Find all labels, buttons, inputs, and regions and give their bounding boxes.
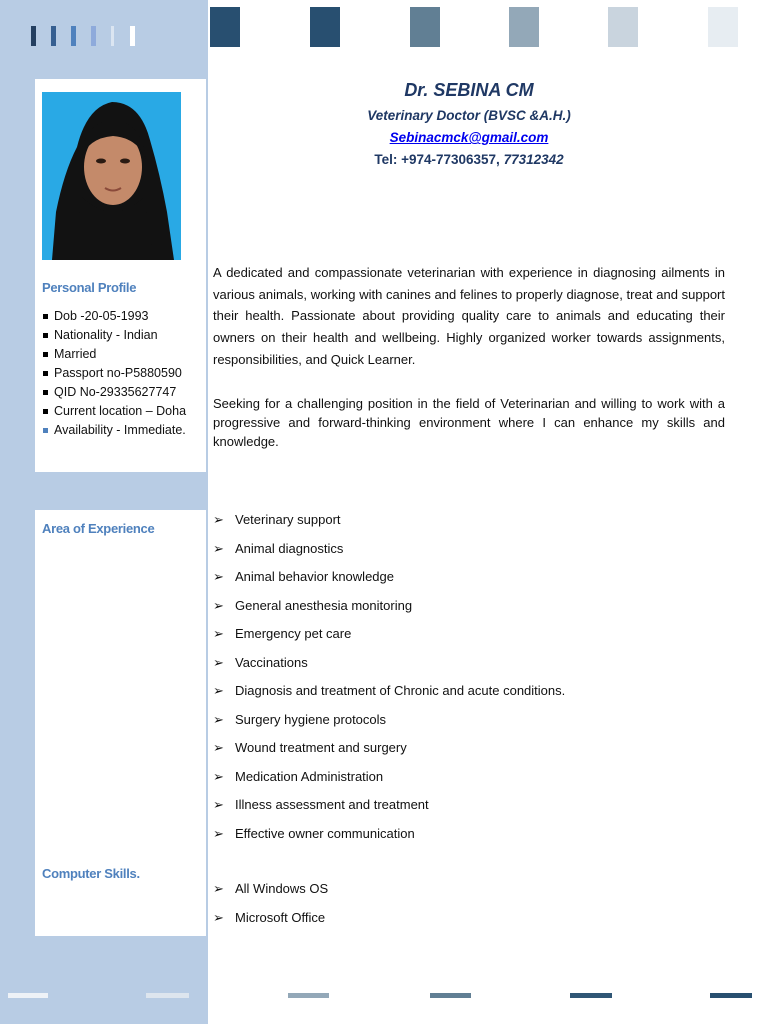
- candidate-name: Dr. SEBINA CM: [404, 80, 534, 100]
- arrow-bullet-icon: ➢: [213, 512, 224, 527]
- list-item: [213, 910, 328, 939]
- arrow-bullet-icon: ➢: [213, 711, 224, 727]
- personal-profile-heading: Personal Profile: [42, 280, 137, 295]
- experience-list: [213, 512, 565, 854]
- decor-bar: [288, 993, 329, 998]
- profile-item-nationality: Nationality - Indian: [42, 326, 186, 345]
- list-item-text: Vaccinations: [235, 654, 308, 670]
- list-item-text: Effective owner communication: [235, 825, 415, 841]
- arrow-bullet-icon: ➢: [213, 569, 224, 584]
- list-item: [213, 797, 565, 826]
- list-item: [213, 626, 565, 655]
- list-item-text: Animal behavior knowledge: [235, 569, 394, 584]
- decor-tick: [51, 26, 56, 46]
- decor-block: [608, 7, 638, 47]
- area-of-experience-heading: Area of Experience: [42, 521, 155, 536]
- decor-block: [708, 7, 738, 47]
- list-item: [213, 655, 565, 684]
- list-item: [213, 769, 565, 798]
- computer-skills-heading: Computer Skills.: [42, 866, 140, 881]
- profile-item-marital-status: Married: [42, 345, 186, 364]
- list-item-text: Diagnosis and treatment of Chronic and acute conditions.: [235, 683, 566, 698]
- decor-block: [210, 7, 240, 47]
- personal-profile-list: [42, 307, 186, 440]
- list-item: [213, 512, 565, 541]
- email-link[interactable]: Sebinacmck@gmail.com: [389, 130, 549, 145]
- arrow-bullet-icon: ➢: [213, 881, 224, 896]
- list-item-text: Wound treatment and surgery: [235, 740, 407, 755]
- arrow-bullet-icon: ➢: [213, 909, 224, 925]
- objective-paragraph: Seeking for a challenging position in the field of Veterinarian and willing to work with a progressive and forward-thinking environment where I can enhance my skills and knowledge.: [213, 396, 725, 449]
- decor-bar: [710, 993, 752, 998]
- arrow-bullet-icon: ➢: [213, 768, 224, 784]
- profile-item-qid: QID No-29335627747: [42, 383, 186, 402]
- list-item-text: Surgery hygiene protocols: [235, 711, 387, 727]
- profile-item-location: Current location – Doha: [42, 402, 186, 421]
- profile-item-dob: Dob -20-05-1993: [42, 307, 186, 326]
- decor-block: [410, 7, 440, 47]
- person-portrait-icon: [42, 92, 181, 260]
- list-item-text: Emergency pet care: [235, 626, 352, 641]
- arrow-bullet-icon: ➢: [213, 683, 224, 698]
- decor-bar: [430, 993, 471, 998]
- telephone-primary: Tel: +974-77306357,: [374, 152, 504, 167]
- decor-block: [310, 7, 340, 47]
- arrow-bullet-icon: ➢: [213, 540, 224, 556]
- list-item-text: Animal diagnostics: [235, 540, 344, 556]
- arrow-bullet-icon: ➢: [213, 740, 224, 755]
- decor-tick: [71, 26, 76, 46]
- list-item-text: Medication Administration: [235, 768, 384, 784]
- profile-item-availability: Availability - Immediate.: [42, 421, 186, 440]
- profile-item-passport: Passport no-P5880590: [42, 364, 186, 383]
- decor-tick: [111, 26, 114, 46]
- list-item-text: All Windows OS: [235, 881, 329, 896]
- arrow-bullet-icon: ➢: [213, 654, 224, 670]
- candidate-title: Veterinary Doctor (BVSC &A.H.): [367, 108, 571, 123]
- list-item: [213, 683, 565, 712]
- list-item: [213, 712, 565, 741]
- list-item: [213, 881, 328, 910]
- decor-tick: [91, 26, 96, 46]
- telephone-secondary: 77312342: [503, 152, 564, 167]
- list-item: [213, 598, 565, 627]
- summary-paragraph: A dedicated and compassionate veterinarian with experience in diagnosing ailments in various animals, working with canines and felines to properly diagnose, treat and support their health. Passionate about providing quality care to animals and educating their owners on their health and wellbeing. Highly organized worker towards assignments, responsibilities, and Quick Learner.: [213, 265, 725, 367]
- decor-tick: [130, 26, 135, 46]
- decor-bar: [570, 993, 612, 998]
- list-item: [213, 740, 565, 769]
- arrow-bullet-icon: ➢: [213, 797, 224, 812]
- arrow-bullet-icon: ➢: [213, 626, 224, 641]
- arrow-bullet-icon: ➢: [213, 597, 224, 613]
- telephone-line: [213, 152, 725, 167]
- decor-tick: [31, 26, 36, 46]
- decor-block: [509, 7, 539, 47]
- decor-bar: [146, 993, 189, 998]
- arrow-bullet-icon: ➢: [213, 825, 224, 841]
- list-item-text: Illness assessment and treatment: [235, 797, 429, 812]
- decor-bar: [8, 993, 48, 998]
- list-item: [213, 541, 565, 570]
- list-item-text: Microsoft Office: [235, 909, 326, 925]
- list-item: [213, 826, 565, 855]
- list-item: [213, 569, 565, 598]
- list-item-text: General anesthesia monitoring: [235, 597, 413, 613]
- list-item-text: Veterinary support: [235, 512, 341, 527]
- computer-skills-list: [213, 881, 328, 938]
- profile-photo: [42, 92, 181, 260]
